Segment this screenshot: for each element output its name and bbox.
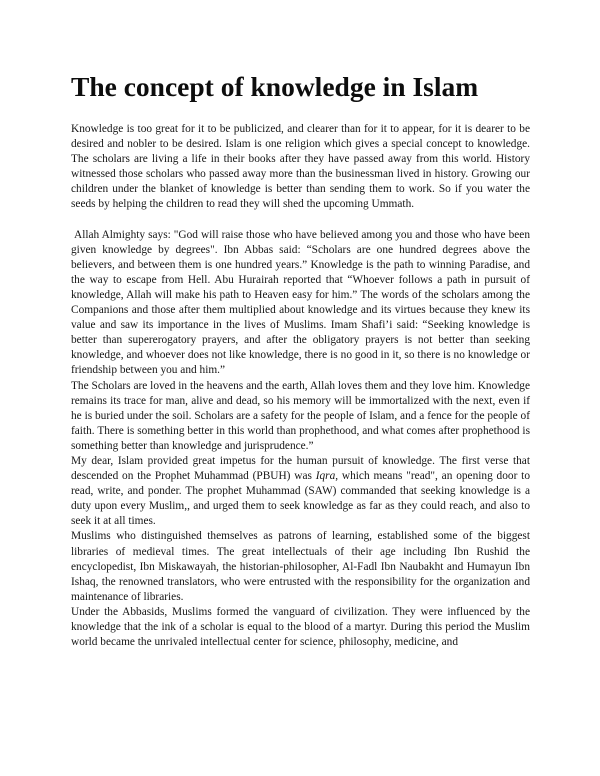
paragraph-abbasids bbox=[71, 605, 530, 650]
paragraph-libraries bbox=[71, 529, 530, 604]
paragraph-text: Under the Abbasids, Muslims formed the vanguard of civilization. They were influenced by the knowledge that the ink of a scholar is equal to the blood of a martyr. During this period the Muslim world became the unrivaled intellectual center for science, philosophy, medicine, and bbox=[71, 605, 530, 649]
paragraph-text: Knowledge is too great for it to be publicized, and clearer than for it to appear, for it is dearer to be desired and nobler to be desired. Islam is one religion which gives a special concept to knowledge. The scholars are living a life in their books after they have passed away from this world. History witnessed those scholars who passed away more than the businessman lived in history. Growing our children under the blanket of knowledge is better than sending them to work. So if you water the seeds by helping the children to read they will shed the upcoming Ummath. bbox=[71, 123, 530, 211]
iqra-italic-text: Iqra bbox=[315, 470, 336, 483]
paragraph-knowledge-intro bbox=[71, 122, 530, 213]
paragraph-scholars bbox=[71, 379, 530, 454]
paragraph-text: Allah Almighty says: "God will raise those who have believed among you and those who have been given knowledge by degrees". Ibn Abbas said: “Scholars are one hundred degrees above the believers, and between them is one hundred years.” Knowledge is the path to winning Paradise, and the way to escape from Hell. Abu Hurairah reported that “Whoever follows a path in pursuit of knowledge, Allah will make his path to Heaven easy for him.” The words of the scholars among the Companions and those after them multiplied about knowledge and its virtues because they knew its value and saw its importance in the lives of Muslims. Imam Shafi’i said: “Seeking knowledge is better than supererogatory prayers, and after the obligatory prayers is not better than seeking knowledge, and whoever does not like knowledge, there is no good in it, so there is no knowledge or friendship between you and him.” bbox=[71, 228, 530, 377]
paragraph-text: , which means "read", an opening door to read, write, and ponder. The prophet Muhammad (SAW) commanded that seeking knowledge is a duty upon every Muslim,, and urged them to seek knowledge as far as they could reach, and also to seek it at all times. bbox=[71, 470, 530, 528]
paragraph-text: Muslims who distinguished themselves as patrons of learning, established some of the biggest libraries of medieval times. The great intellectuals of their age including Ibn Rushid the encyclopedist, Ibn Miskawayah, the historian-philosopher, Al-Fadl Ibn Naubakht and Humayun Ibn Ishaq, the renowned translators, who were entrusted with the responsibility for the organization and maintenance of libraries. bbox=[71, 530, 530, 603]
paragraph-iqra bbox=[71, 454, 530, 529]
paragraph-text: The Scholars are loved in the heavens and the earth, Allah loves them and they love him. Knowledge remains its trace for man, alive and dead, so his memory will be immortalized with the next, even if he is buried under the soil. Scholars are a safety for the people of Islam, and a fence for the people of faith. There is something better in this world than prophethood, and what comes after prophethood is something better than knowledge and jurisprudence.” bbox=[71, 379, 530, 452]
paragraph-text: My dear, Islam provided great impetus for the human pursuit of knowledge. The first verse that descended on the Prophet Muhammad (PBUH) was bbox=[71, 454, 530, 483]
document-body bbox=[71, 122, 530, 650]
page-title: The concept of knowledge in Islam bbox=[71, 71, 479, 102]
paragraph-quran-hadith bbox=[71, 228, 530, 379]
